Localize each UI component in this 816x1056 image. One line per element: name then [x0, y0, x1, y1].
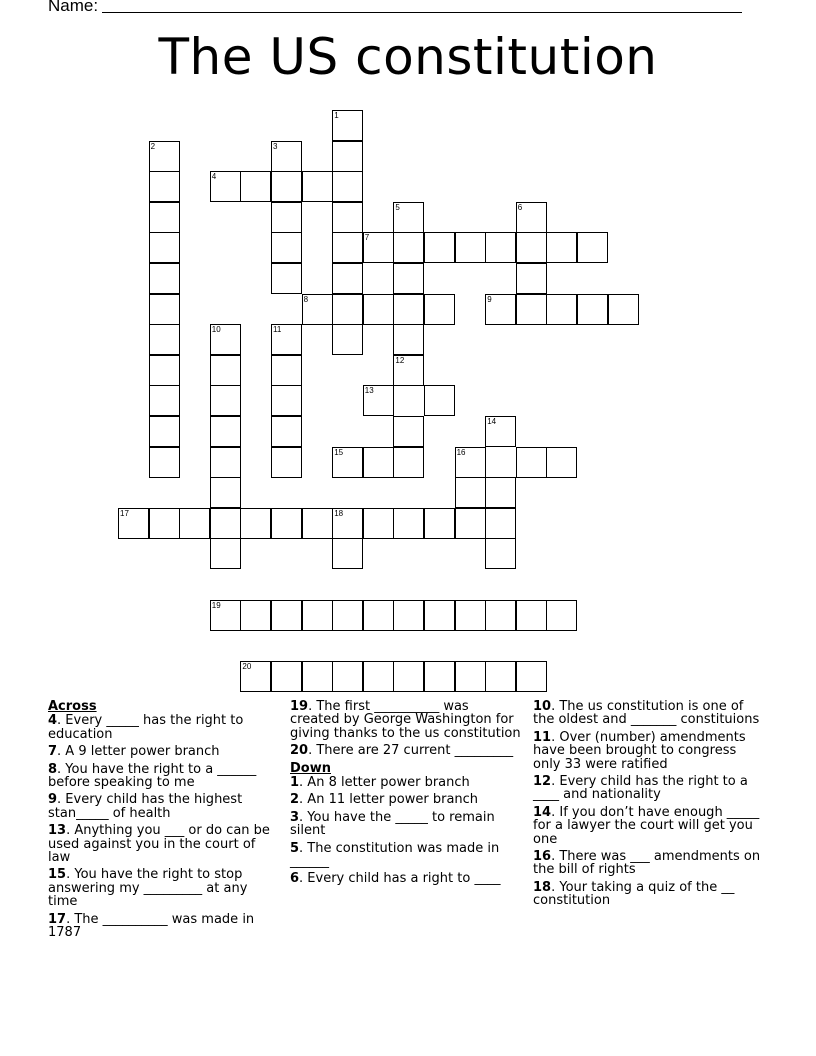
page-title: The US constitution	[158, 28, 658, 86]
clue	[533, 731, 765, 771]
crossword-cell[interactable]	[240, 600, 271, 631]
clue-number: 7	[48, 744, 58, 760]
clue-number: 11	[533, 729, 552, 745]
cell-number: 12	[395, 355, 405, 365]
cell-number: 15	[334, 447, 344, 457]
clue-text: . Anything you ___ or do can be used against you in the court of law	[48, 823, 270, 866]
crossword-cell[interactable]	[485, 600, 516, 631]
clue-number: 15	[48, 867, 67, 883]
clue-number: 2	[290, 792, 300, 808]
clue-number: 3	[290, 809, 300, 825]
clue-text: . A 9 letter power branch	[57, 744, 220, 760]
cell-number: 19	[211, 600, 221, 610]
clues-column-1	[48, 700, 280, 944]
clue	[48, 763, 280, 790]
clue-number: 1	[290, 775, 300, 791]
crossword-cell[interactable]	[516, 202, 547, 233]
crossword-cell[interactable]	[118, 508, 149, 539]
crossword-cell[interactable]	[424, 385, 455, 416]
crossword-cell[interactable]	[424, 508, 455, 539]
clue	[290, 842, 522, 869]
cell-number: 6	[517, 202, 523, 212]
crossword-cell[interactable]	[332, 324, 363, 355]
crossword-cell[interactable]	[393, 447, 424, 478]
crossword-cell[interactable]	[393, 232, 424, 263]
crossword-cell[interactable]	[149, 416, 180, 447]
crossword-cell[interactable]	[485, 294, 516, 325]
crossword-cell[interactable]	[240, 661, 271, 692]
crossword-cell[interactable]	[332, 141, 363, 172]
clue-number: 13	[48, 823, 67, 839]
crossword-cell[interactable]	[363, 385, 394, 416]
clues-column-2	[290, 700, 522, 890]
clue-number: 8	[48, 761, 58, 777]
crossword-cell[interactable]	[271, 416, 302, 447]
clue-text: . An 8 letter power branch	[299, 775, 470, 791]
crossword-cell[interactable]	[332, 263, 363, 294]
crossword-cell[interactable]	[210, 600, 241, 631]
cell-number: 17	[120, 508, 129, 518]
clue	[290, 872, 522, 885]
crossword-cell[interactable]	[271, 232, 302, 263]
crossword-cell[interactable]	[210, 508, 241, 539]
clue-text: . Every child has the highest stan_____ of health	[48, 792, 243, 821]
clue-text: . An 11 letter power branch	[299, 792, 479, 808]
crossword-cell[interactable]	[210, 538, 241, 569]
crossword-cell[interactable]	[363, 661, 394, 692]
crossword-cell[interactable]	[149, 263, 180, 294]
crossword-cell[interactable]	[546, 294, 577, 325]
crossword-cell[interactable]	[302, 600, 333, 631]
crossword-cell[interactable]	[210, 355, 241, 386]
cell-number: 8	[303, 294, 309, 304]
crossword-cell[interactable]	[455, 508, 486, 539]
cell-number: 1	[334, 111, 339, 120]
crossword-cell[interactable]	[455, 447, 486, 478]
crossword-cell[interactable]	[363, 447, 394, 478]
crossword-cell[interactable]	[302, 508, 333, 539]
crossword-cell[interactable]	[271, 141, 302, 172]
crossword-cell[interactable]	[332, 508, 363, 539]
crossword-cell[interactable]	[393, 355, 424, 386]
crossword-cell[interactable]	[210, 324, 241, 355]
clue-number: 18	[533, 879, 552, 895]
crossword-cell[interactable]	[516, 232, 547, 263]
crossword-cell[interactable]	[424, 232, 455, 263]
cell-number: 18	[334, 508, 344, 518]
crossword-cell[interactable]	[485, 477, 516, 508]
crossword-cell[interactable]	[516, 661, 547, 692]
crossword-cell[interactable]	[393, 508, 424, 539]
crossword-cell[interactable]	[485, 538, 516, 569]
crossword-cell[interactable]	[210, 416, 241, 447]
clue-text: . You have the right to stop answering my _________ at any time	[48, 867, 248, 910]
clue	[48, 824, 280, 864]
crossword-cell[interactable]	[149, 294, 180, 325]
crossword-cell[interactable]	[271, 661, 302, 692]
crossword-cell[interactable]	[393, 202, 424, 233]
crossword-cell[interactable]	[485, 661, 516, 692]
crossword-cell[interactable]	[149, 141, 180, 172]
crossword-cell[interactable]	[393, 324, 424, 355]
clue	[290, 776, 522, 789]
crossword-cell[interactable]	[210, 447, 241, 478]
crossword-cell[interactable]	[332, 171, 363, 202]
clue-text: . There are 27 current _________	[308, 743, 514, 759]
cell-number: 3	[273, 141, 278, 151]
crossword-cell[interactable]	[271, 202, 302, 233]
cell-number: 10	[211, 325, 221, 335]
cell-number: 13	[364, 386, 374, 396]
clue-text: . Your taking a quiz of the __ constitution	[533, 879, 735, 909]
crossword-cell[interactable]	[516, 263, 547, 294]
crossword-cell[interactable]	[149, 324, 180, 355]
crossword-cell[interactable]	[149, 202, 180, 233]
crossword-cell[interactable]	[546, 600, 577, 631]
crossword-cell[interactable]	[332, 447, 363, 478]
clue	[48, 868, 280, 908]
crossword-cell[interactable]	[332, 202, 363, 233]
clue-number: 4	[48, 713, 58, 729]
crossword-cell[interactable]	[179, 508, 210, 539]
cell-number: 20	[242, 661, 252, 671]
crossword-cell[interactable]	[393, 416, 424, 447]
crossword-cell[interactable]	[485, 232, 516, 263]
down-header: Down	[290, 760, 331, 776]
clue-number: 14	[533, 804, 552, 820]
crossword-cell[interactable]	[393, 263, 424, 294]
crossword-cell[interactable]	[455, 661, 486, 692]
clue	[533, 700, 765, 727]
clue-text: . If you don’t have enough _____ for a lawyer the court will get you one	[533, 804, 760, 847]
cell-number: 7	[364, 233, 370, 243]
cell-number: 14	[487, 417, 497, 426]
clue-text: . Every child has a right to ____	[299, 871, 501, 887]
crossword-cell[interactable]	[455, 600, 486, 631]
clue-text: . The first __________ was created by George Washington for giving thanks to the us constitution	[290, 699, 521, 741]
crossword-cell[interactable]	[546, 232, 577, 263]
clue-number: 17	[48, 911, 67, 927]
clue	[290, 744, 522, 757]
crossword-cell[interactable]	[424, 294, 455, 325]
clue-number: 19	[290, 699, 309, 714]
clue-number: 12	[533, 774, 552, 790]
cell-number: 4	[211, 172, 217, 182]
crossword-cell[interactable]	[271, 600, 302, 631]
crossword-cell[interactable]	[332, 538, 363, 569]
cell-number: 16	[456, 447, 466, 457]
crossword-cell[interactable]	[271, 263, 302, 294]
crossword-cell[interactable]	[332, 232, 363, 263]
clue-text: . Every _____ has the right to education	[48, 713, 244, 742]
crossword-cell[interactable]	[363, 508, 394, 539]
crossword-cell[interactable]	[271, 171, 302, 202]
clue	[48, 793, 280, 820]
clue	[48, 745, 280, 758]
crossword-cell[interactable]	[577, 294, 608, 325]
crossword-cell[interactable]	[149, 508, 180, 539]
crossword-cell[interactable]	[332, 110, 363, 141]
clue-text: . You have the _____ to remain silent	[290, 809, 495, 839]
clue-text: . The __________ was made in 1787	[48, 911, 255, 941]
crossword-cell[interactable]	[516, 294, 547, 325]
crossword-cell[interactable]	[210, 385, 241, 416]
clue	[48, 913, 280, 940]
crossword-cell[interactable]	[149, 385, 180, 416]
crossword-cell[interactable]	[608, 294, 639, 325]
clue-text: . There was ___ amendments on the bill of rights	[533, 849, 761, 878]
clue-number: 5	[290, 840, 300, 856]
name-label: Name:	[48, 0, 99, 15]
crossword-cell[interactable]	[149, 232, 180, 263]
clue-text: . Over (number) amendments have been brought to congress only 33 were ratified	[533, 729, 746, 772]
crossword-cell[interactable]	[210, 477, 241, 508]
clue-number: 9	[48, 792, 58, 808]
crossword-cell[interactable]	[271, 385, 302, 416]
crossword-cell[interactable]	[210, 171, 241, 202]
cell-number: 11	[273, 325, 282, 335]
crossword-cell[interactable]	[271, 508, 302, 539]
crossword-cell[interactable]	[332, 294, 363, 325]
clue	[290, 700, 522, 740]
cell-number: 9	[487, 294, 492, 304]
clue	[48, 714, 280, 741]
clue	[533, 881, 765, 908]
clue-text: . You have the right to a ______ before speaking to me	[48, 761, 257, 791]
clue	[290, 793, 522, 806]
cell-number: 5	[395, 202, 400, 212]
clue	[533, 850, 765, 877]
crossword-cell[interactable]	[485, 508, 516, 539]
crossword-cell[interactable]	[363, 600, 394, 631]
crossword-cell[interactable]	[516, 600, 547, 631]
crossword-cell[interactable]	[546, 447, 577, 478]
crossword-cell[interactable]	[455, 477, 486, 508]
crossword-cell[interactable]	[149, 447, 180, 478]
crossword-cell[interactable]	[363, 232, 394, 263]
crossword-cell[interactable]	[302, 661, 333, 692]
crossword-cell[interactable]	[332, 661, 363, 692]
crossword-cell[interactable]	[455, 232, 486, 263]
crossword-cell[interactable]	[516, 447, 547, 478]
clues-column-3	[533, 700, 765, 912]
clue	[290, 811, 522, 838]
crossword-cell[interactable]	[363, 294, 394, 325]
crossword-cell[interactable]	[393, 600, 424, 631]
clue	[533, 775, 765, 802]
crossword-cell[interactable]	[149, 355, 180, 386]
crossword-cell[interactable]	[149, 171, 180, 202]
clue-number: 6	[290, 871, 300, 887]
crossword-cell[interactable]	[302, 294, 333, 325]
crossword-cell[interactable]	[393, 294, 424, 325]
crossword-cell[interactable]	[424, 600, 455, 631]
clue-text: . The us constitution is one of the oldest and _______ constituions	[533, 699, 760, 728]
clue	[533, 806, 765, 846]
cell-number: 2	[150, 141, 156, 151]
clue-number: 20	[290, 743, 309, 759]
clue-text: . The constitution was made in ______	[290, 840, 500, 870]
crossword-cell[interactable]	[424, 661, 455, 692]
crossword-cell[interactable]	[302, 171, 333, 202]
clue-text: . Every child has the right to a ____ and nationality	[533, 774, 748, 803]
crossword-cell[interactable]	[240, 508, 271, 539]
crossword-cell[interactable]	[577, 232, 608, 263]
crossword-cell[interactable]	[271, 447, 302, 478]
clue-number: 16	[533, 849, 552, 865]
crossword-cell[interactable]	[240, 171, 271, 202]
clue-number: 10	[533, 699, 552, 714]
crossword-cell[interactable]	[271, 355, 302, 386]
crossword-cell[interactable]	[332, 600, 363, 631]
crossword-cell[interactable]	[271, 324, 302, 355]
crossword-cell[interactable]	[485, 416, 516, 447]
crossword-cell[interactable]	[393, 661, 424, 692]
across-header: Across	[48, 699, 97, 714]
